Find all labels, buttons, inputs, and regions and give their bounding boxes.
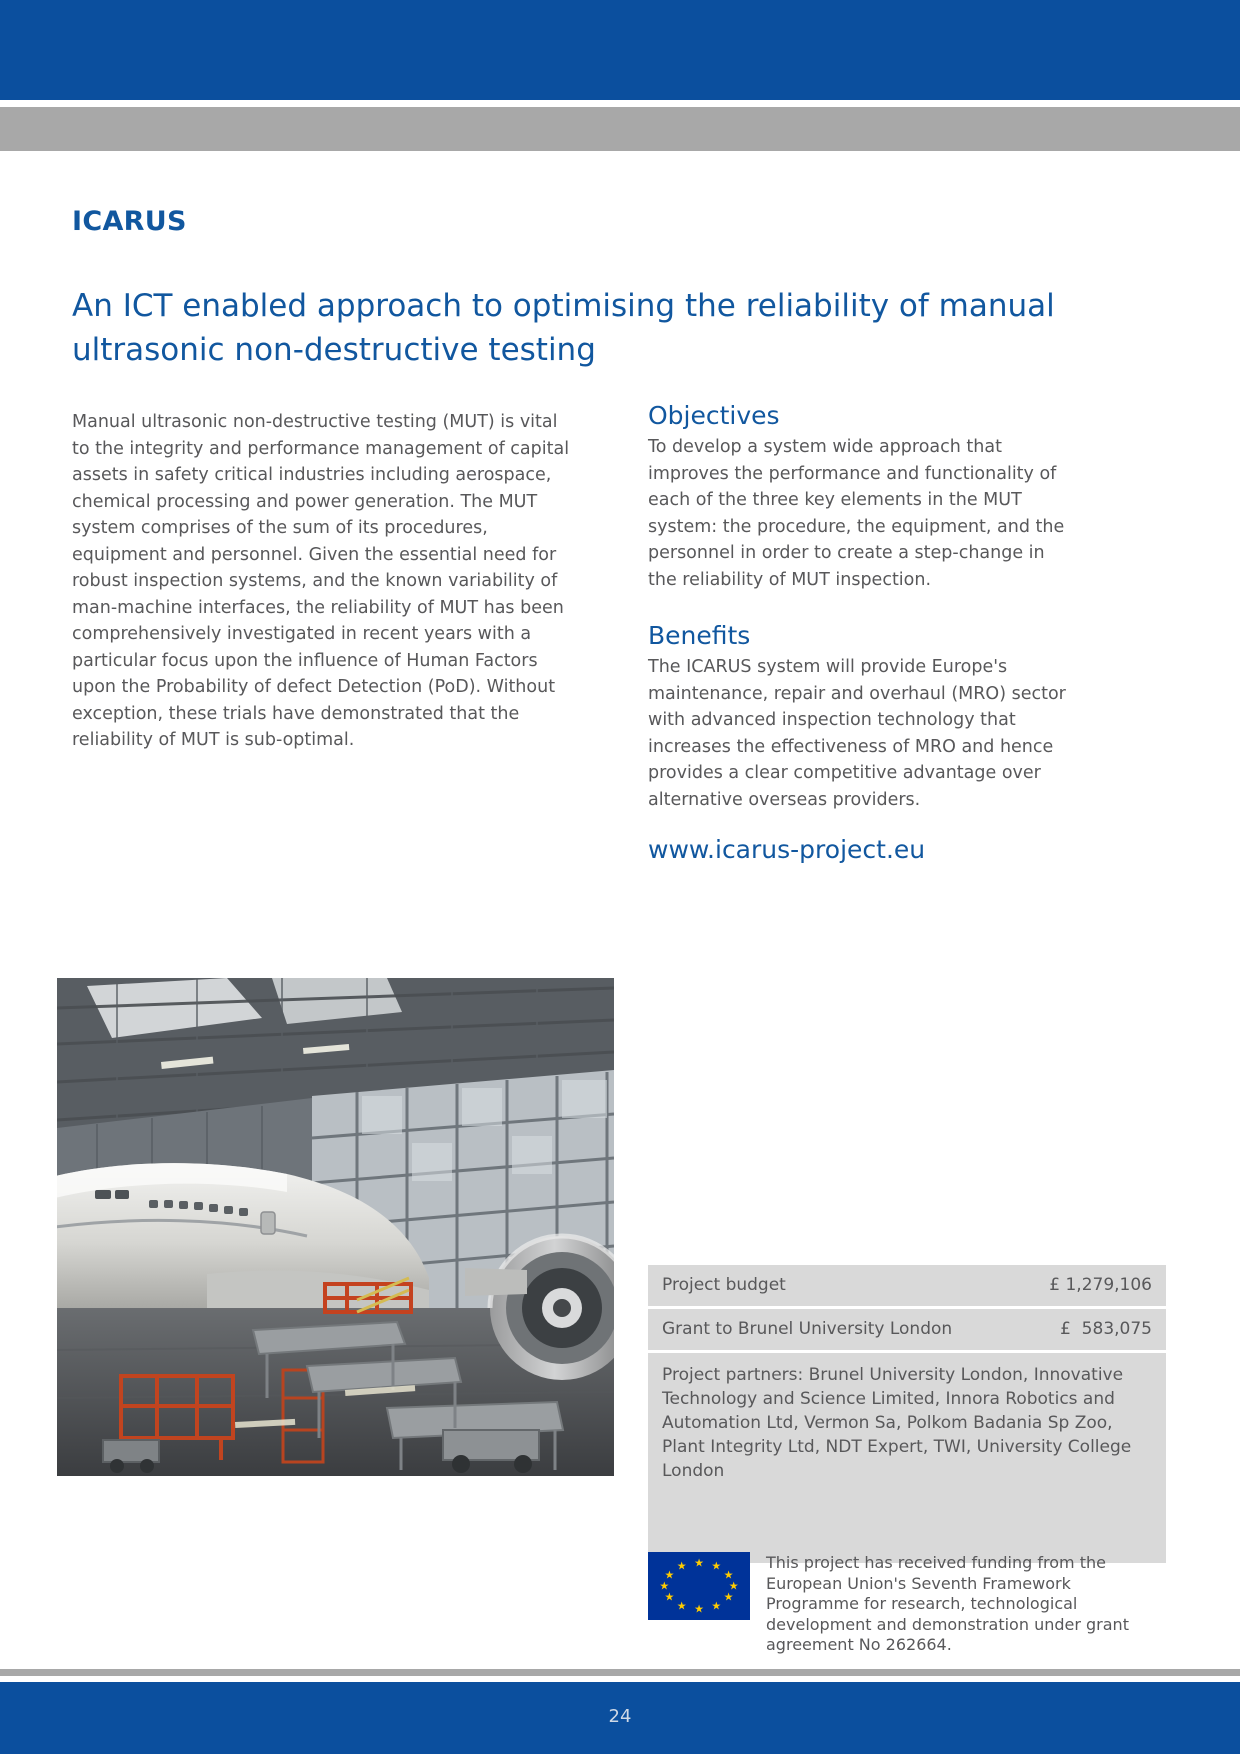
objectives-body: To develop a system wide approach that improves the performance and functionality of each of the three key elements in the MUT system: the procedure, the equipment, and the personnel in order to create a step-change in the reliability of MUT inspection. [648, 437, 1065, 590]
page-title: An ICT enabled approach to optimising the reliability of manual ultrasonic non-destructive testing [72, 287, 1055, 368]
benefits-heading: Benefits [648, 621, 751, 650]
grant-label: Grant to Brunel University London [662, 1319, 953, 1339]
budget-value: £ 1,279,106 [1049, 1275, 1152, 1295]
eu-funding-block [648, 1552, 1168, 1656]
project-info-table [648, 1265, 1166, 1563]
intro-paragraph: Manual ultrasonic non-destructive testing (MUT) is vital to the integrity and performance management of capital assets in safety critical industries including aerospace, chemical processing and power generation. The MUT system comprises of the sum of its procedures, equipment and personnel. Given the essential need for robust inspection systems, and the known variability of man-machine interfaces, the reliability of MUT has been comprehensively investigated in recent years with a particular focus upon the influence of Human Factors upon the Probability of defect Detection (PoD). Without exception, these trials have demonstrated that the reliability of MUT is sub-optimal. [72, 412, 570, 750]
table-row-grant [648, 1309, 1166, 1350]
project-website-link[interactable]: www.icarus-project.eu [648, 835, 926, 864]
european-union-flag-icon: ★ ★ ★ ★ ★ ★ ★ ★ ★ ★ ★ ★ [648, 1552, 750, 1620]
details-column [648, 401, 1068, 865]
project-partners: Project partners: Brunel University London, Innovative Technology and Science Limited, Innora Robotics and Automation Ltd, Vermon Sa, Polkom Badania Sp Zoo, Plant Integrity Ltd, NDT Expert, TWI, University College London [648, 1353, 1166, 1563]
budget-label: Project budget [662, 1275, 786, 1295]
page-number: 24 [608, 1706, 632, 1727]
hangar-photo-graphic [57, 978, 614, 1476]
header-grey-band [0, 107, 1240, 151]
header-white-gap [0, 100, 1240, 107]
footer-grey-band [0, 1669, 1240, 1676]
table-row-budget [648, 1265, 1166, 1306]
benefits-body: The ICARUS system will provide Europe's maintenance, repair and overhaul (MRO) sector with advanced inspection technology that increases the effectiveness of MRO and hence provides a clear competitive advantage over alternative overseas providers. [648, 657, 1066, 810]
project-photo [57, 978, 614, 1476]
objectives-heading: Objectives [648, 401, 780, 430]
eu-funding-text: This project has received funding from the European Union's Seventh Framework Programme for research, technological development and demonstration under grant agreement No 262664. [766, 1553, 1129, 1654]
grant-value: £ 583,075 [1060, 1319, 1152, 1339]
intro-column [72, 409, 572, 754]
header-blue-band [0, 0, 1240, 100]
project-code: ICARUS [72, 206, 187, 237]
